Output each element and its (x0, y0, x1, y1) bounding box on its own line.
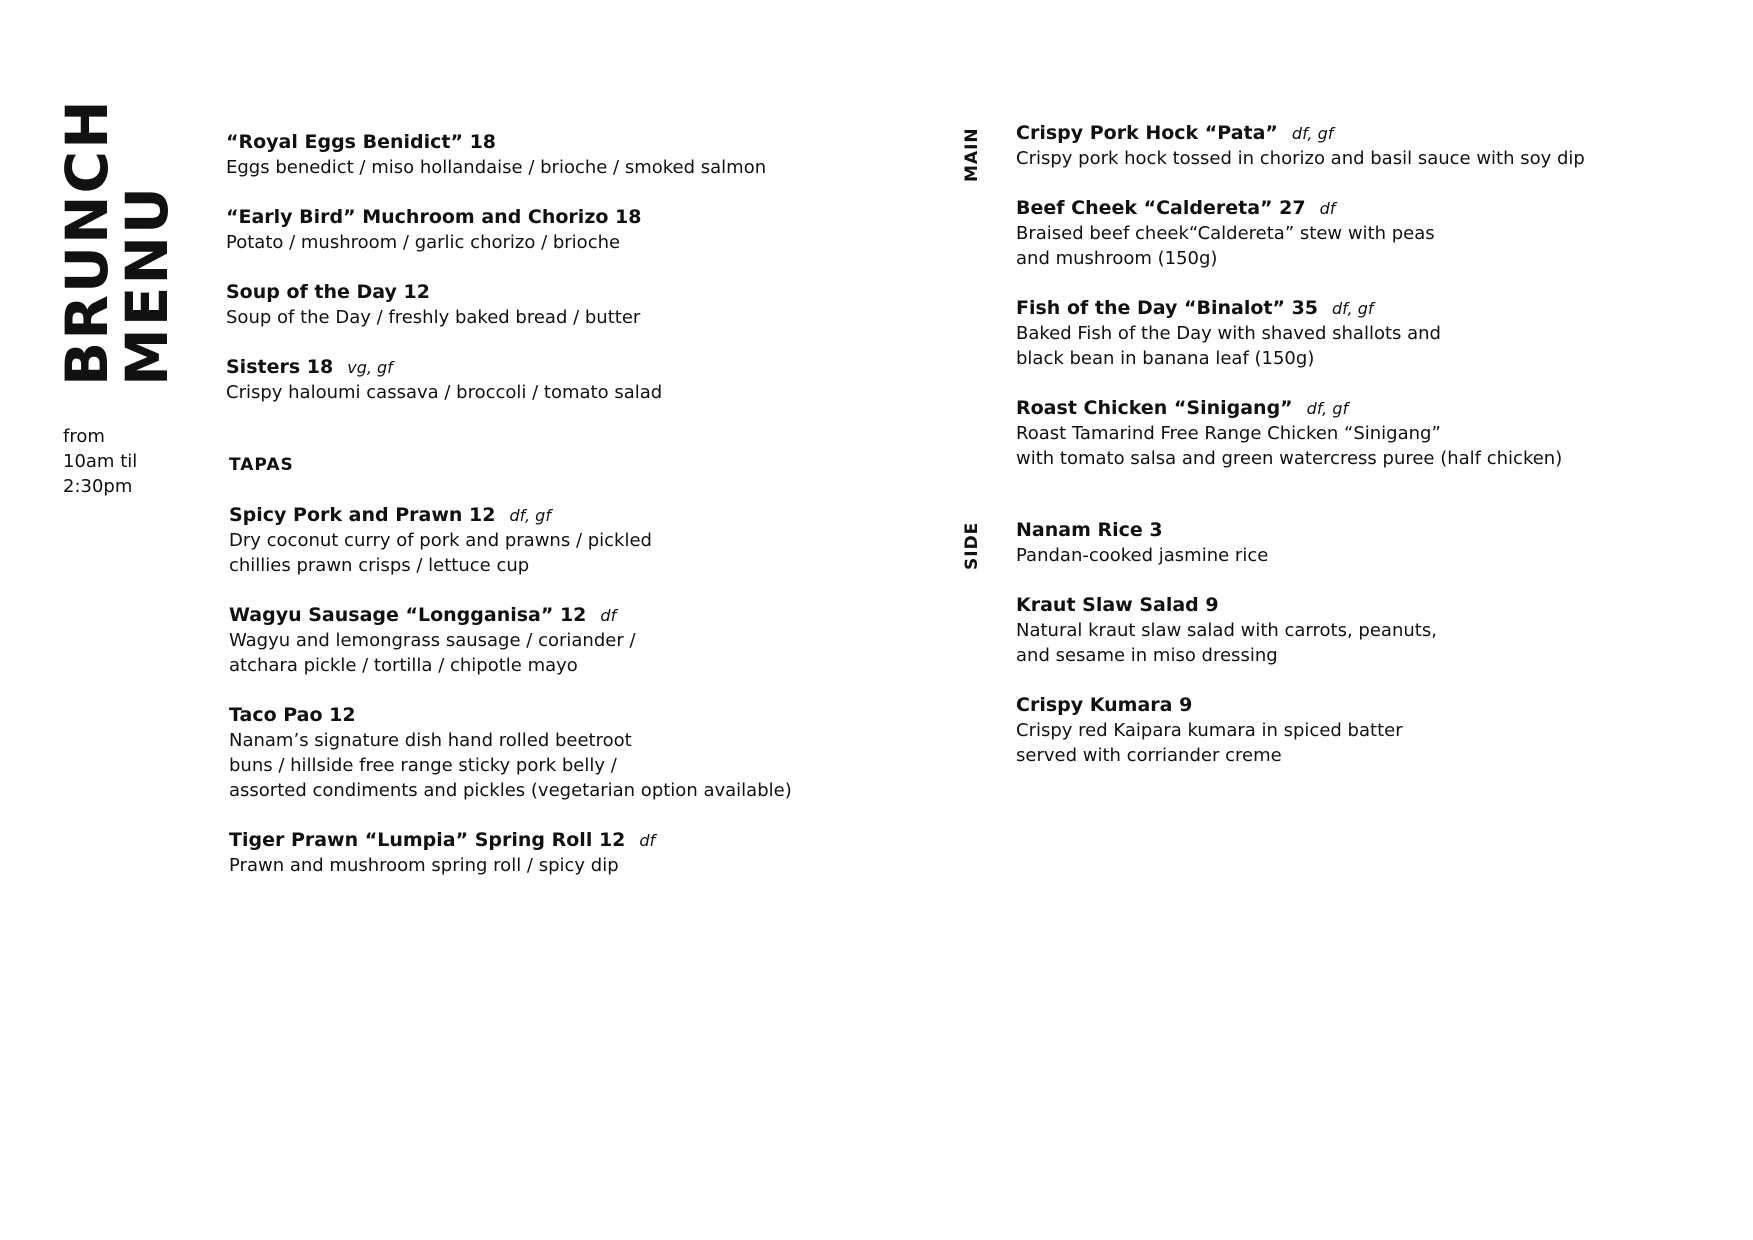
item-desc: Crispy pork hock tossed in chorizo and basil sauce with soy dip (1016, 148, 1585, 169)
menu-title-menu: MENU (113, 185, 181, 386)
menu-item (229, 828, 786, 878)
menu-item (1016, 396, 1716, 471)
item-title (229, 603, 786, 628)
item-name: Tiger Prawn “Lumpia” Spring Roll 12 (229, 829, 626, 851)
item-name: Roast Chicken “Sinigang” (1016, 397, 1293, 419)
item-title (226, 355, 786, 380)
item-title (1016, 121, 1716, 146)
item-desc: Soup of the Day / freshly baked bread / butter (226, 307, 641, 328)
menu-item (226, 205, 786, 255)
dietary-tags: df, gf (1306, 399, 1349, 418)
left-column (226, 130, 792, 903)
dietary-tags: df, gf (1332, 299, 1374, 318)
item-title (1016, 296, 1716, 321)
item-name: Nanam Rice 3 (1016, 519, 1163, 541)
dietary-tags: df (600, 606, 617, 625)
hours-line: 10am til (63, 451, 138, 472)
menu-item (226, 355, 786, 405)
main-section-heading: MAIN (962, 127, 982, 182)
item-desc: Pandan-cooked jasmine rice (1016, 545, 1269, 566)
dietary-tags: df, gf (1291, 124, 1334, 143)
item-name: Crispy Pork Hock “Pata” (1016, 122, 1278, 144)
hours-line: from (63, 426, 105, 447)
item-name: Soup of the Day 12 (226, 281, 430, 303)
item-title (226, 280, 786, 305)
item-title (229, 828, 786, 853)
item-desc: Braised beef cheek“Caldereta” stew with peas (1016, 223, 1435, 244)
item-name: Sisters 18 (226, 356, 334, 378)
item-desc: Baked Fish of the Day with shaved shallots and (1016, 323, 1441, 344)
item-name: Taco Pao 12 (229, 704, 356, 726)
item-desc: Nanam’s signature dish hand rolled beetroot (229, 730, 632, 751)
item-title (229, 503, 786, 528)
item-name: Kraut Slaw Salad 9 (1016, 594, 1219, 616)
menu-item (229, 703, 792, 803)
dietary-tags: df (1319, 199, 1336, 218)
side-section-heading: SIDE (962, 521, 982, 570)
side-column (1016, 518, 1716, 793)
menu-item (1016, 593, 1716, 668)
item-name: Crispy Kumara 9 (1016, 694, 1193, 716)
menu-title-brunch: BRUNCH (53, 98, 121, 386)
item-desc: Prawn and mushroom spring roll / spicy dip (229, 855, 619, 876)
main-column (1016, 121, 1716, 496)
brunch-items (226, 130, 786, 405)
item-desc: Wagyu and lemongrass sausage / coriander / (229, 630, 636, 651)
hours-line: 2:30pm (63, 476, 133, 497)
item-name: Fish of the Day “Binalot” 35 (1016, 297, 1319, 319)
menu-item (226, 280, 786, 330)
item-desc: Natural kraut slaw salad with carrots, peanuts, (1016, 620, 1437, 641)
dietary-tags: vg, gf (347, 358, 393, 377)
menu-item (1016, 693, 1716, 768)
tapas-items (226, 503, 792, 878)
item-name: Beef Cheek “Caldereta” 27 (1016, 197, 1306, 219)
item-desc: Eggs benedict / miso hollandaise / brioche / smoked salmon (226, 157, 767, 178)
tapas-heading: TAPAS (229, 455, 294, 475)
item-desc: Roast Tamarind Free Range Chicken “Sinigang” (1016, 423, 1441, 444)
item-title (226, 205, 786, 230)
item-desc: with tomato salsa and green watercress puree (half chicken) (1016, 448, 1563, 469)
item-title (1016, 196, 1716, 221)
item-desc: and sesame in miso dressing (1016, 645, 1278, 666)
item-desc: Dry coconut curry of pork and prawns / pickled (229, 530, 652, 551)
menu-item (226, 130, 786, 180)
item-desc: Potato / mushroom / garlic chorizo / brioche (226, 232, 621, 253)
item-name: “Royal Eggs Benidict” 18 (226, 131, 497, 153)
menu-item (229, 503, 786, 578)
menu-item (1016, 518, 1716, 568)
item-title (1016, 693, 1716, 718)
opening-hours (63, 424, 137, 499)
item-name: “Early Bird” Muchroom and Chorizo 18 (226, 206, 642, 228)
item-name: Spicy Pork and Prawn 12 (229, 504, 496, 526)
menu-item (1016, 196, 1716, 271)
item-desc: Crispy haloumi cassava / broccoli / tomato salad (226, 382, 663, 403)
item-title (1016, 593, 1716, 618)
item-title (1016, 396, 1716, 421)
item-desc: served with corriander creme (1016, 745, 1282, 766)
item-title (226, 130, 786, 155)
dietary-tags: df, gf (509, 506, 551, 525)
menu-item (1016, 121, 1716, 171)
dietary-tags: df (639, 831, 656, 850)
item-desc: atchara pickle / tortilla / chipotle mayo (229, 655, 578, 676)
item-desc: buns / hillside free range sticky pork belly / (229, 755, 617, 776)
item-desc: assorted condiments and pickles (vegetarian option available) (229, 780, 792, 801)
item-desc: Crispy red Kaipara kumara in spiced batter (1016, 720, 1403, 741)
item-desc: chillies prawn crisps / lettuce cup (229, 555, 530, 576)
item-title (1016, 518, 1716, 543)
item-desc: and mushroom (150g) (1016, 248, 1218, 269)
item-desc: black bean in banana leaf (150g) (1016, 348, 1315, 369)
menu-item (1016, 296, 1716, 371)
item-name: Wagyu Sausage “Longganisa” 12 (229, 604, 587, 626)
menu-item (229, 603, 786, 678)
item-title (229, 703, 786, 728)
